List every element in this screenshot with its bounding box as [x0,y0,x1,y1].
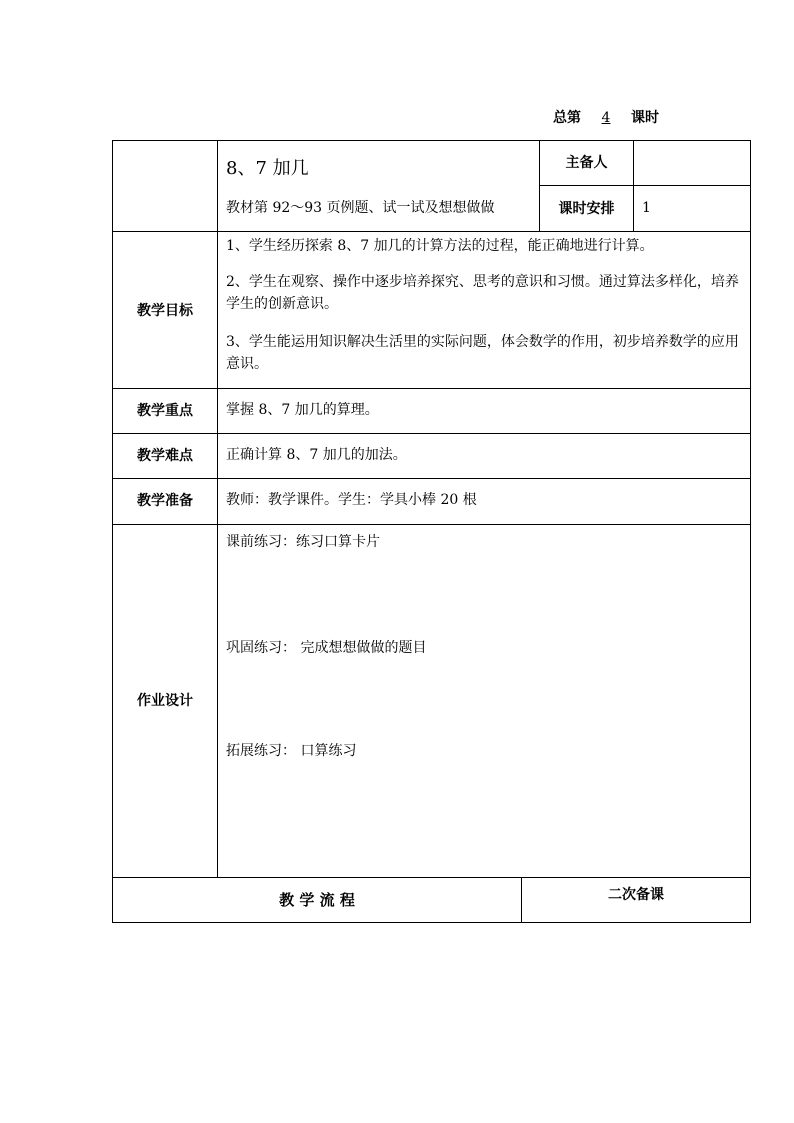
homework-item: 课前练习：练习口算卡片 [226,534,380,550]
teaching-process-label: 教 学 流 程 [279,891,355,909]
table-line-preparer [539,185,751,186]
preparation-label: 教学准备 [137,493,193,509]
table-line-keypoint-bottom [112,433,751,434]
table-line-preparation-bottom [112,524,751,525]
preparation-text: 教师：教学课件。学生：学具小棒 20 根 [226,492,477,508]
homework-item: 拓展练习： 口算练习 [226,743,357,759]
session-prefix: 总第 [553,110,581,126]
session-counter [553,107,659,127]
session-suffix: 课时 [631,110,659,126]
table-line-header-bottom [112,231,751,232]
objective-item: 3、学生能运用知识解决生活里的实际问题，体会数学的作用，初步培养数学的应用意识。 [226,334,739,372]
table-line-label-column [217,140,218,878]
schedule-value: 1 [642,200,651,216]
table-border-top [112,140,751,141]
key-point-text: 掌握 8、7 加几的算理。 [226,402,379,418]
second-revision-label: 二次备课 [608,887,664,903]
homework-item: 巩固练习： 完成想想做做的题目 [226,640,427,656]
table-line-homework-bottom [112,877,751,878]
table-line-meta-value-column [633,140,634,232]
table-line-difficulty-bottom [112,478,751,479]
objective-item: 2、学生在观察、操作中逐步培养探究、思考的意识和习惯。通过算法多样化，培养学生的创新意识。 [226,274,739,312]
lesson-title: 8、7 加几 [226,158,309,179]
homework-label: 作业设计 [137,693,193,709]
schedule-label: 课时安排 [558,201,615,217]
objective-item: 1、学生经历探索 8、7 加几的计算方法的过程，能正确地进行计算。 [226,238,654,254]
lesson-materials: 教材第 92～93 页例题、试一试及想想做做 [226,200,495,216]
objectives-label: 教学目标 [137,303,193,319]
difficulty-text: 正确计算 8、7 加几的加法。 [226,447,407,463]
table-line-objectives-bottom [112,388,751,389]
table-border-left [112,140,113,923]
session-number: 4 [601,110,611,126]
difficulty-label: 教学难点 [137,448,193,464]
preparer-label: 主备人 [565,155,608,171]
table-border-bottom [112,922,751,923]
table-border-right [750,140,751,923]
key-point-label: 教学重点 [137,403,193,419]
